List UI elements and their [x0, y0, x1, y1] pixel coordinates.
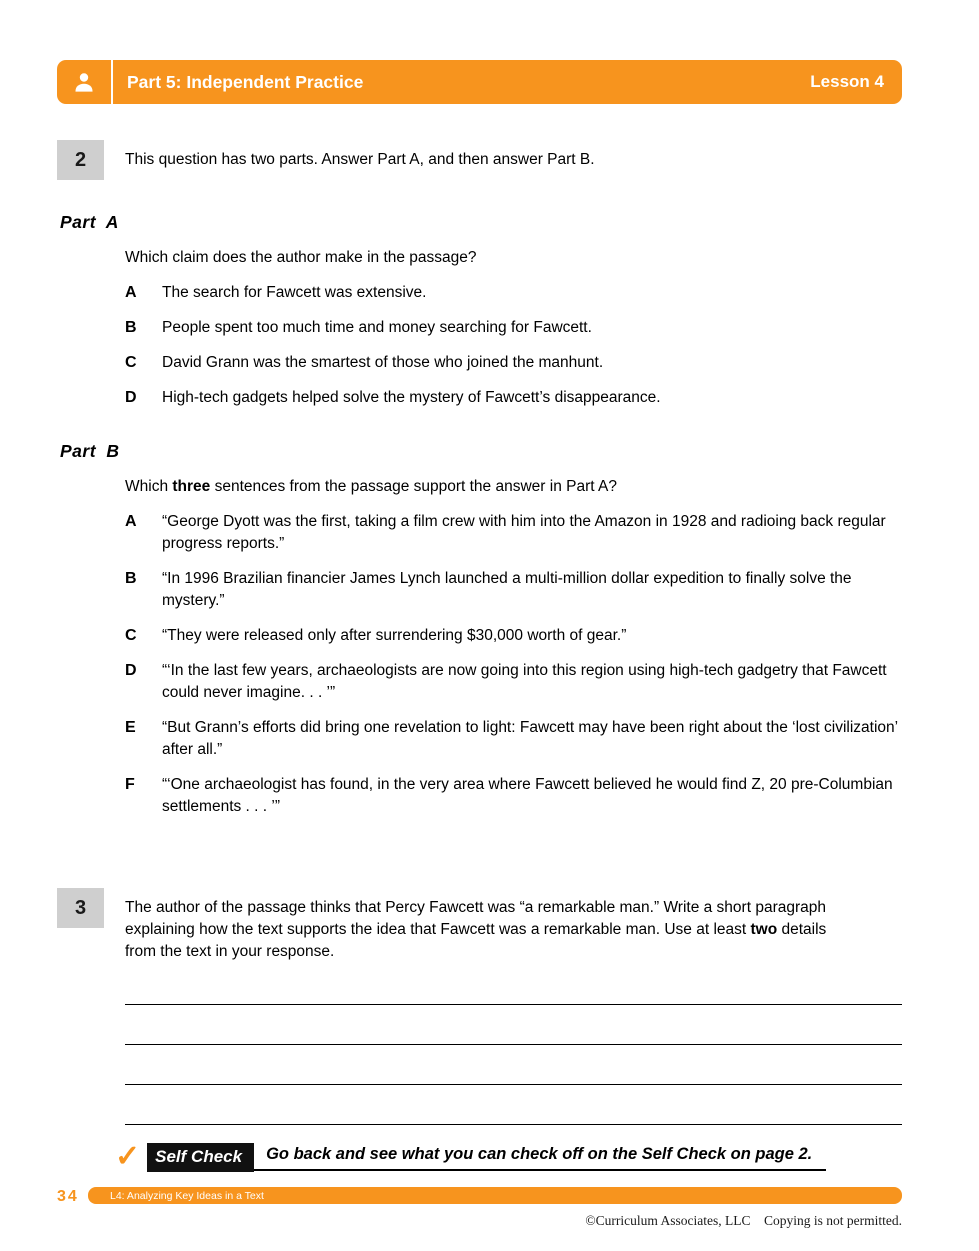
part-b-question-post: sentences from the passage support the answer in Part A?	[210, 478, 617, 495]
choice-text: “They were released only after surrendering $30,000 worth of gear.”	[162, 627, 627, 644]
part-a-choices	[125, 282, 902, 409]
part-b-heading: Part B	[60, 441, 120, 461]
choice-letter: F	[125, 776, 135, 793]
answer-choice-f	[125, 774, 902, 818]
page-number: 34	[57, 1188, 79, 1205]
choice-text: The search for Fawcett was extensive.	[162, 284, 427, 301]
answer-choice-c	[125, 625, 902, 647]
choice-letter: D	[125, 389, 137, 406]
question-2-row	[57, 140, 902, 180]
self-check-strip	[115, 1142, 902, 1172]
part-b-choices	[125, 511, 902, 818]
part-a-question: Which claim does the author make in the passage?	[125, 249, 477, 266]
answer-choice-a	[125, 282, 902, 304]
answer-line	[125, 1085, 902, 1125]
answer-line	[125, 965, 902, 1005]
question-number-badge: 3	[57, 888, 104, 928]
choice-text: “‘One archaeologist has found, in the very area where Fawcett believed he would find Z, 20 pre-Columbian settlements . . . ’”	[162, 776, 893, 815]
choice-text: “But Grann’s efforts did bring one revelation to light: Fawcett may have been right about the ‘lost civilization’ after all.”	[162, 719, 898, 758]
answer-choice-d	[125, 387, 902, 409]
question-3-prompt	[125, 888, 855, 963]
choice-letter: D	[125, 662, 137, 679]
part-b-question	[125, 476, 902, 498]
footer-lesson-label: L4: Analyzing Key Ideas in a Text	[110, 1189, 264, 1202]
question-2	[57, 140, 902, 818]
choice-letter: B	[125, 319, 137, 336]
question-3-prompt-post: details from the text in your response.	[125, 921, 827, 960]
question-3	[57, 888, 902, 1125]
choice-text: High-tech gadgets helped solve the mystery of Fawcett’s disappearance.	[162, 389, 661, 406]
question-3-prompt-bold: two	[750, 921, 778, 938]
question-number-badge: 2	[57, 140, 104, 180]
header-banner	[57, 60, 902, 104]
choice-text: People spent too much time and money searching for Fawcett.	[162, 319, 592, 336]
part-a-heading: Part A	[60, 212, 119, 232]
answer-line	[125, 1045, 902, 1085]
question-3-prompt-pre: The author of the passage thinks that Percy Fawcett was “a remarkable man.” Write a short paragraph explaining how the text supports the idea that Fawcett was a remarkable man. Use at least	[125, 899, 826, 938]
person-icon	[57, 60, 111, 104]
choice-text: David Grann was the smartest of those who joined the manhunt.	[162, 354, 604, 371]
question-3-row	[57, 888, 902, 963]
answer-choice-d	[125, 660, 902, 704]
checkmark-icon: ✓	[115, 1140, 141, 1173]
choice-letter: C	[125, 627, 137, 644]
self-check-text: Go back and see what you can check off on the Self Check on page 2.	[254, 1143, 826, 1171]
choice-letter: E	[125, 719, 136, 736]
part-b-question-bold: three	[172, 478, 211, 495]
answer-choice-a	[125, 511, 902, 555]
lesson-label: Lesson 4	[810, 72, 884, 91]
choice-letter: A	[125, 284, 137, 301]
choice-letter: B	[125, 570, 137, 587]
choice-text: “In 1996 Brazilian financier James Lynch launched a multi-million dollar expedition to finally solve the mystery.”	[162, 570, 852, 609]
answer-lines	[125, 965, 902, 1125]
answer-choice-c	[125, 352, 902, 374]
choice-text: “George Dyott was the first, taking a film crew with him into the Amazon in 1928 and radioing back regular progress reports.”	[162, 513, 886, 552]
self-check-badge: Self Check	[147, 1143, 254, 1172]
choice-letter: A	[125, 513, 137, 530]
choice-letter: C	[125, 354, 137, 371]
answer-choice-b	[125, 317, 902, 339]
choice-text: “‘In the last few years, archaeologists are now going into this region using high-tech gadgetry that Fawcett could never imagine. . . ’”	[162, 662, 887, 701]
answer-choice-e	[125, 717, 902, 761]
copyright-notice: ©Curriculum Associates, LLC Copying is not permitted.	[585, 1213, 902, 1228]
footer-bar	[88, 1187, 902, 1204]
answer-line	[125, 1005, 902, 1045]
banner-divider	[111, 60, 113, 104]
question-2-prompt: This question has two parts. Answer Part A, and then answer Part B.	[125, 151, 595, 168]
answer-choice-b	[125, 568, 902, 612]
part-b-question-pre: Which	[125, 478, 173, 495]
page-title: Part 5: Independent Practice	[127, 71, 364, 92]
